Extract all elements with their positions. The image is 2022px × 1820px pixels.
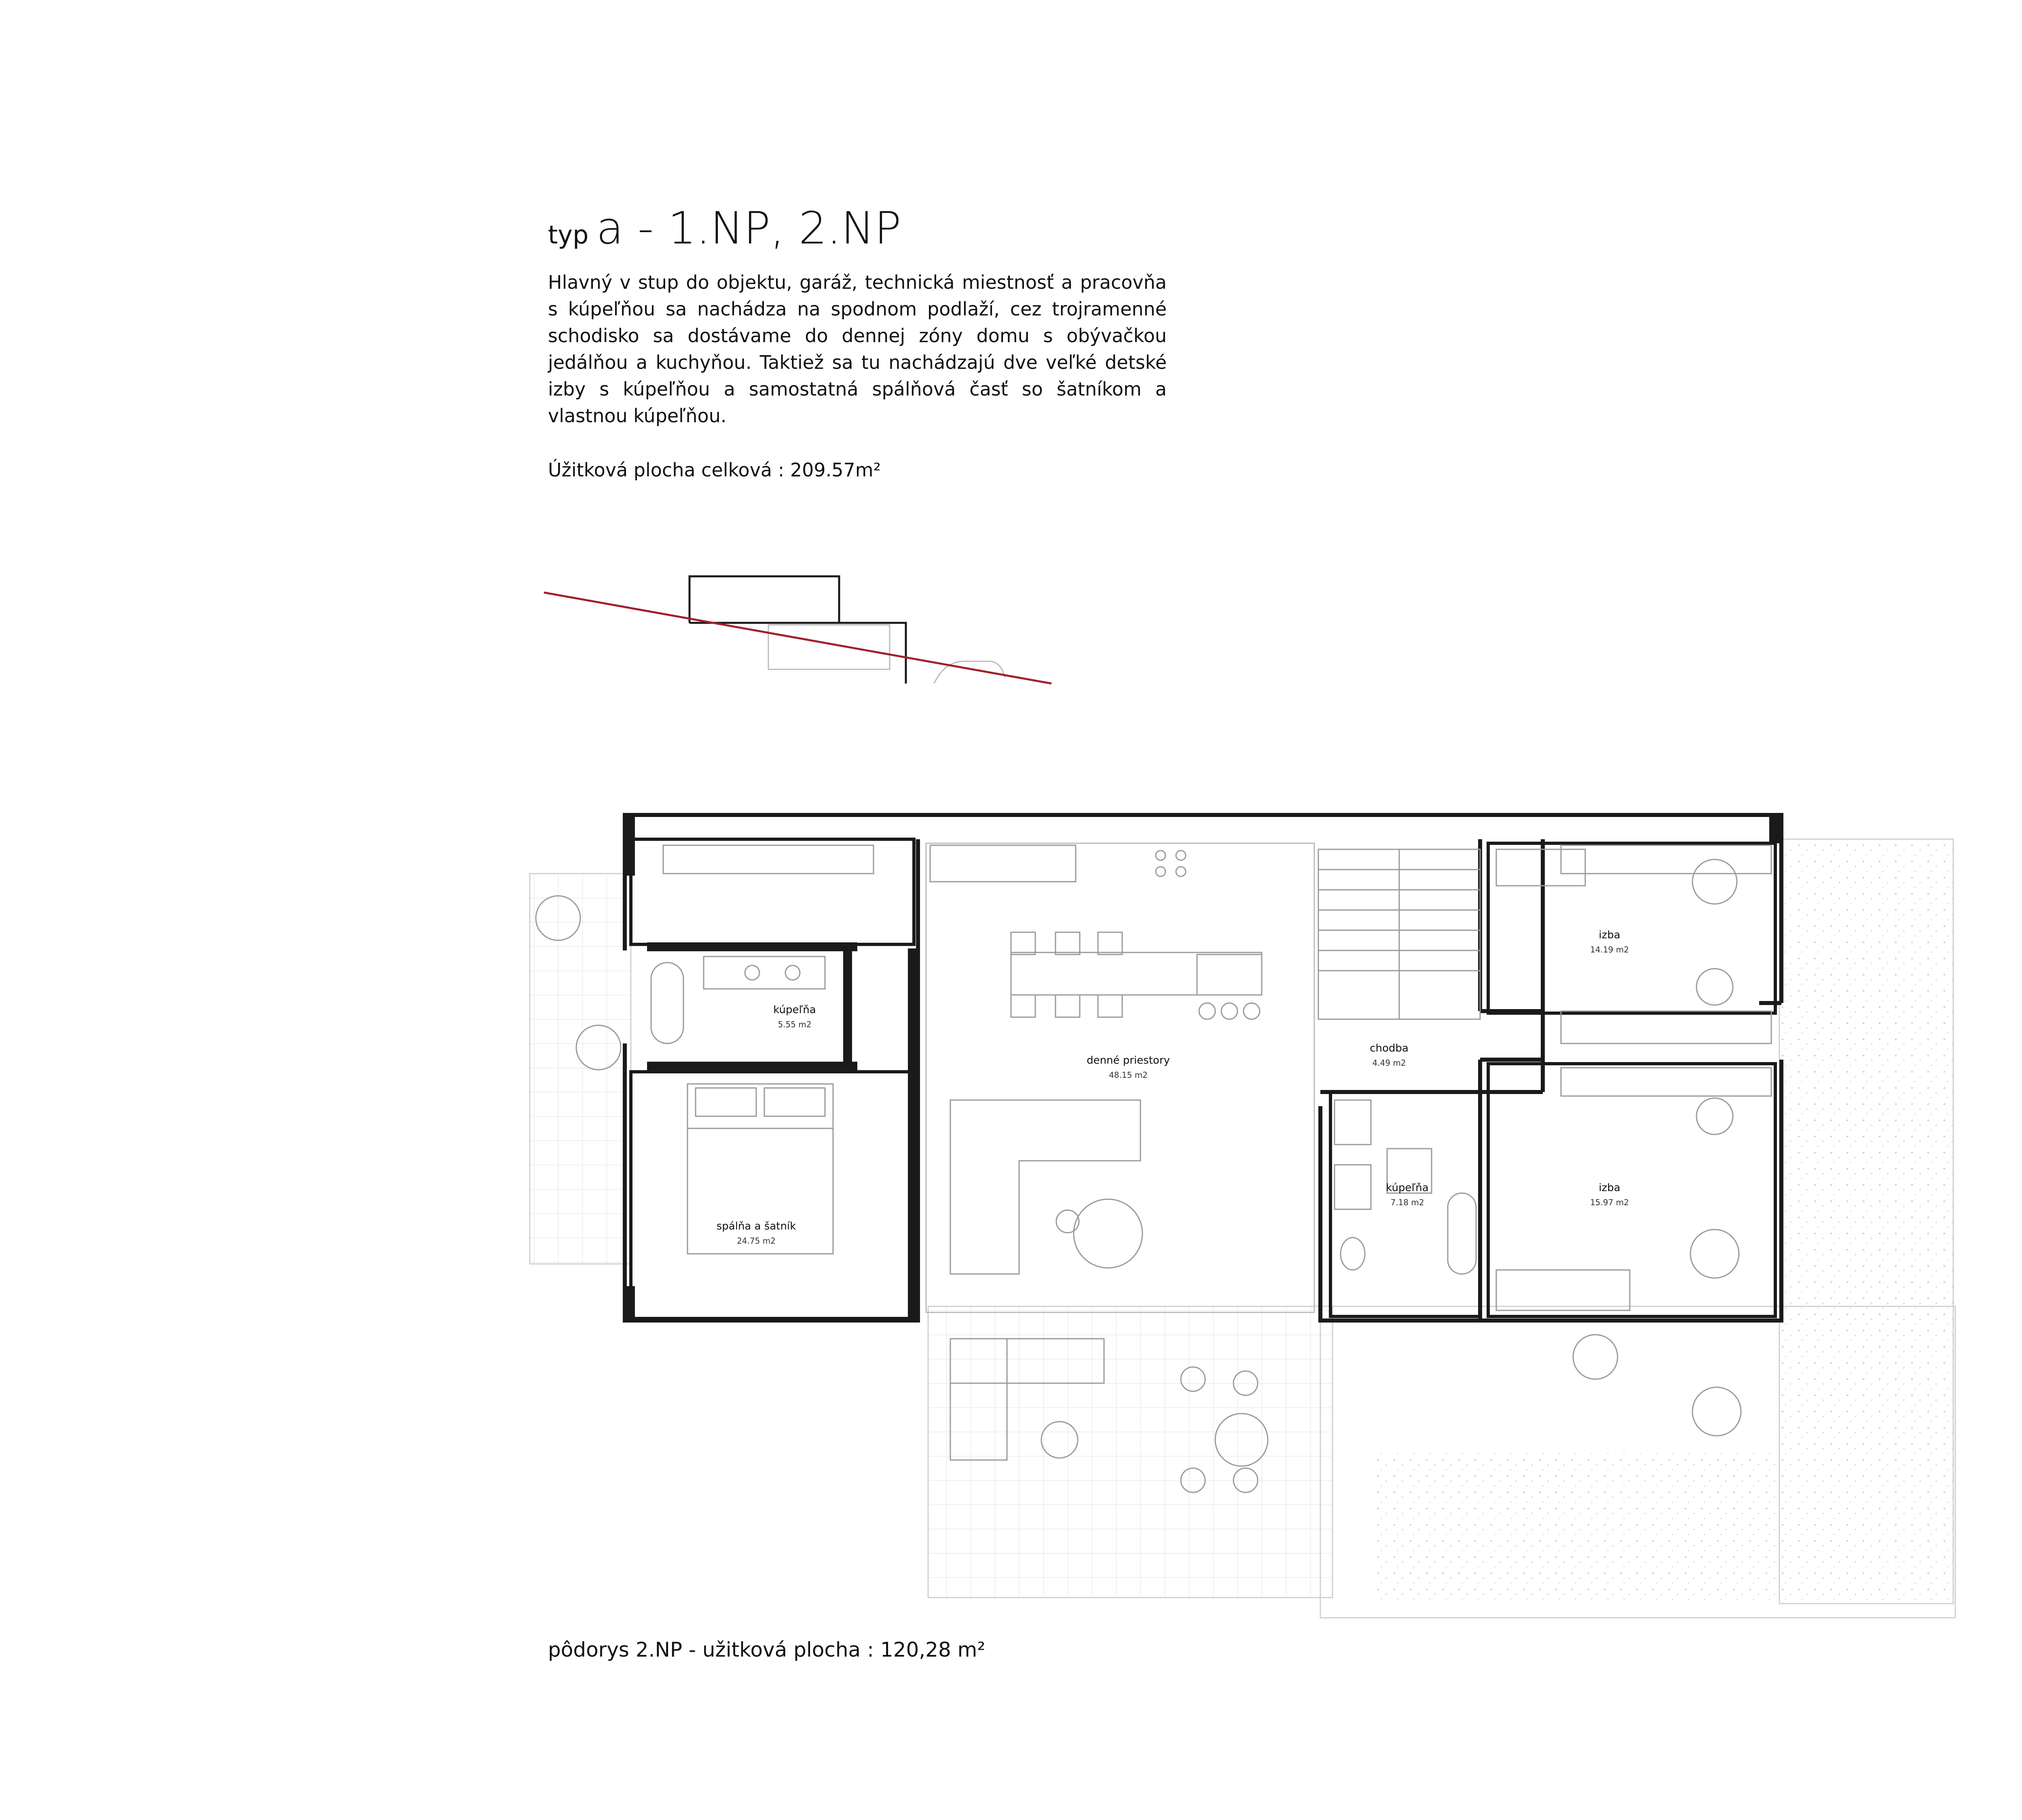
section-sketch <box>544 576 1051 684</box>
room-name: kúpeľňa <box>1386 1182 1429 1194</box>
garden-hatch <box>1779 839 1953 1604</box>
room-area: 4.49 m2 <box>1372 1058 1406 1068</box>
room-area: 7.18 m2 <box>1390 1198 1424 1207</box>
room-name: kúpeľňa <box>773 1004 816 1016</box>
room-area: 48.15 m2 <box>1109 1070 1148 1080</box>
room-name: izba <box>1599 929 1620 941</box>
room-area: 14.19 m2 <box>1590 945 1629 954</box>
room-area: 24.75 m2 <box>737 1236 776 1246</box>
terrace-south <box>928 1306 1332 1598</box>
room-name: chodba <box>1370 1042 1409 1054</box>
caption-2np: pôdorys 2.NP - užitková plocha : 120,28 m² <box>548 1638 986 1661</box>
plan-2np <box>530 815 1955 1618</box>
rooms-2np <box>717 929 1629 1246</box>
room-area: 5.55 m2 <box>778 1020 812 1029</box>
room-name: izba <box>1599 1182 1620 1194</box>
total-area: Úžitková plocha celková : 209.57m² <box>548 459 881 481</box>
title-main: a - 1.NP, 2.NP <box>596 202 901 254</box>
room-area: 15.97 m2 <box>1590 1198 1629 1207</box>
terrace-west <box>530 874 631 1264</box>
title-prefix: typ <box>548 220 589 250</box>
room-name: denné priestory <box>1087 1054 1170 1067</box>
description: Hlavný v stup do objektu, garáž, technická miestnosť a pracovňa s kúpeľňou sa nachádza na spodnom podlaží, cez trojramenné schodisko sa dostávame do dennej zóny domu s obývačkou jedálňou a kuchyňou. Taktiež sa tu nachádzajú dve veľké detské izby s kúpeľňou a samostatná spálňová časť so šatníkom a vlastnou kúpeľňou. <box>548 271 1167 427</box>
room-name: spálňa a šatník <box>716 1220 796 1232</box>
